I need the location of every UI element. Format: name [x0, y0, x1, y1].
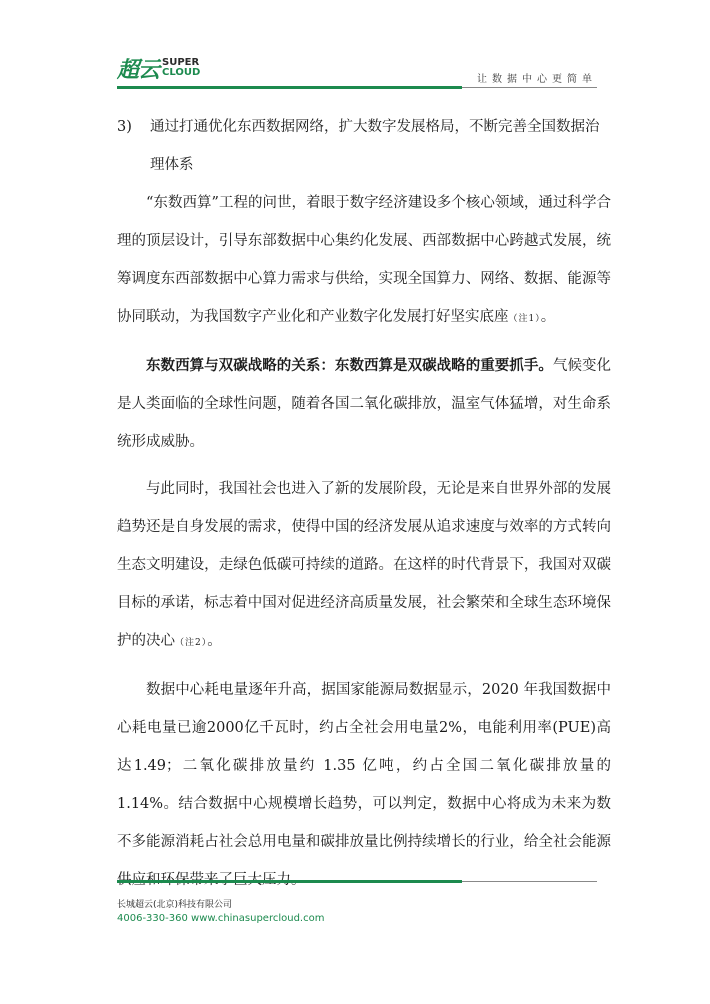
footnote-ref-2: （注2）: [175, 638, 208, 648]
paragraph-datacenter-consumption: [117, 671, 611, 899]
paragraph-east-data-west-computing: [117, 184, 611, 338]
paragraph-1-text: “东数西算”工程的问世，着眼于数字经济建设多个核心领域，通过科学合理的顶层设计，引导东部数据中心集约化发展、西部数据中心跨越式发展，统筹调度东西部数据中心算力需求与供给，实现全国算力、网络、数据、能源等协同联动，为我国数字产业化和产业数字化发展打好坚实底座: [117, 195, 611, 325]
paragraph-1-end: 。: [540, 309, 556, 325]
document-body: [117, 108, 611, 908]
logo-english-text: [162, 58, 200, 78]
footer-divider-green: [117, 880, 462, 883]
footnote-ref-1: （注1）: [508, 314, 541, 324]
numbered-list-item: [117, 108, 611, 184]
paragraph-new-development-stage: [117, 470, 611, 662]
list-item-text: [150, 108, 611, 184]
logo-chinese-text: 超云: [117, 57, 160, 83]
page-header: [117, 52, 597, 92]
header-divider-green: [117, 86, 462, 89]
paragraph-4-text: 数据中心耗电量逐年升高，据国家能源局数据显示，2020 年我国数据中心耗电量已逾2000亿千瓦时，约占全社会用电量2%，电能利用率(PUE)高达1.49；二氧化碳排放量约 1.35 亿吨，约占全国二氧化碳排放量的 1.14%。结合数据中心规模增长趋势，可以判定，数据中心将成为未来为数不多能源消耗占社会总用电量和碳排放量比例持续增长的行业，给全社会能源: [117, 682, 611, 850]
paragraph-dual-carbon-relation: [117, 347, 611, 461]
paragraph-2-bold-lead: 东数西算与双碳战略的关系：东数西算是双碳战略的重要抓手。: [146, 357, 553, 374]
company-logo: [117, 52, 200, 84]
logo-english-line2: CLOUD: [162, 67, 201, 78]
header-divider-grey: [462, 87, 597, 88]
paragraph-3-text: 与此同时，我国社会也进入了新的发展阶段，无论是来自世界外部的发展趋势还是自身发展的需求，使得中国的经济发展从追求速度与效率的方式转向生态文明建设，走绿色低碳可持续的道路。在这样的时代背景下，我国对双碳目标的承诺，标志着中国对促进经济高质量发展，社会繁荣和全球生态环境保护的决心: [117, 481, 611, 649]
list-item-text-line1: 通过打通优化东西数据网络，扩大数字发展格局，不断完善全国数据治: [150, 119, 600, 135]
footer-contact-info: 4006-330-360 www.chinasupercloud.com: [117, 913, 325, 924]
paragraph-2-text: 气候变化是人类面临的全球性问题，随着各国二氧化碳排放，温室气体猛增，对生命系统形成威胁。: [117, 358, 612, 450]
footer-divider-grey: [462, 881, 597, 882]
list-item-text-line2: 理体系: [150, 157, 194, 173]
paragraph-3-end: 。: [207, 633, 222, 649]
list-item-number: 3): [117, 119, 132, 135]
footer-company-name: 长城超云(北京)科技有限公司: [117, 900, 233, 910]
header-slogan: 让数据中心更简单: [477, 74, 597, 85]
logo-english-line1: SUPER: [162, 57, 200, 68]
